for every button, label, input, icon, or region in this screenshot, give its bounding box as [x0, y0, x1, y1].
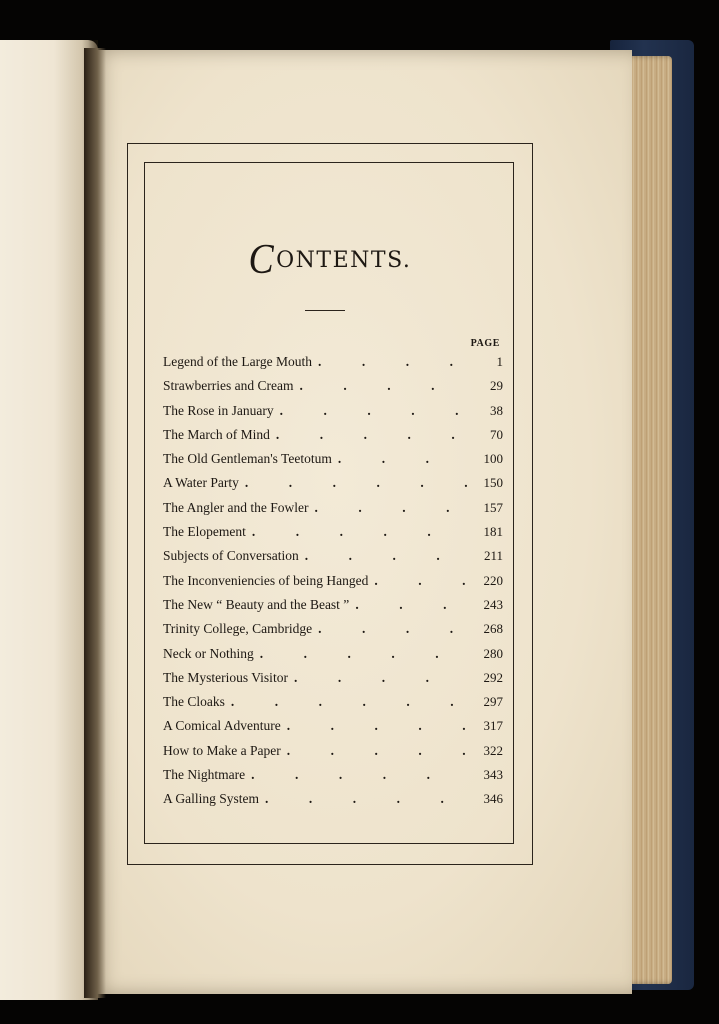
toc-entry-title: The Old Gentleman's Teetotum: [163, 451, 332, 467]
contents-heading-rest: ONTENTS.: [276, 248, 412, 273]
dot-leader: [305, 548, 467, 564]
toc-entry-page: 70: [490, 426, 503, 442]
toc-entry-page: 29: [490, 378, 503, 394]
dot-leader: [265, 791, 467, 807]
toc-entry: [163, 718, 503, 742]
dot-leader: [251, 767, 467, 783]
toc-entry: [163, 378, 503, 402]
toc-entry-title: The Rose in January: [163, 402, 274, 418]
dot-leader: [355, 597, 467, 613]
toc-entry-title: The Nightmare: [163, 767, 246, 783]
dot-leader: [260, 646, 467, 662]
toc-entry: [163, 767, 503, 791]
toc-entry-title: The Inconveniencies of being Hanged: [163, 572, 369, 588]
toc-entry-title: The New “ Beauty and the Beast ”: [163, 596, 350, 612]
toc-entry: [163, 500, 503, 524]
dot-leader: [318, 354, 467, 370]
dot-leader: [338, 451, 467, 467]
dot-leader: [294, 670, 467, 686]
toc-entry-page: 38: [490, 402, 503, 418]
toc-entry: [163, 548, 503, 572]
toc-entry-title: The Cloaks: [163, 694, 225, 710]
toc-entry: [163, 670, 503, 694]
toc-entry-page: 220: [483, 572, 503, 588]
toc-entry-page: 297: [483, 694, 503, 710]
toc-entry-title: The Angler and the Fowler: [163, 499, 309, 515]
toc-entry-title: The Elopement: [163, 524, 246, 540]
heading-rule: [305, 310, 345, 311]
toc-entry-title: Subjects of Conversation: [163, 548, 299, 564]
toc-entry-page: 346: [483, 791, 503, 807]
gutter-shadow: [84, 48, 106, 998]
toc-entry: [163, 451, 503, 475]
toc-entry-page: 211: [483, 548, 503, 564]
toc-entry: [163, 694, 503, 718]
toc-entry-page: 280: [483, 645, 503, 661]
dot-leader: [374, 573, 467, 589]
contents-heading: [144, 236, 514, 284]
toc-entry-title: Strawberries and Cream: [163, 378, 294, 394]
toc-entry-title: Legend of the Large Mouth: [163, 354, 312, 369]
toc-entry: [163, 597, 503, 621]
toc-entry-page: 1: [496, 354, 503, 369]
toc-entry-page: 100: [483, 451, 503, 467]
toc-entry-title: How to Make a Paper: [163, 742, 281, 758]
toc-entry: [163, 427, 503, 451]
toc-entry-title: The March of Mind: [163, 426, 270, 442]
toc-entry: [163, 646, 503, 670]
toc-entry-page: 268: [483, 621, 503, 637]
dot-leader: [231, 694, 467, 710]
toc-entry: [163, 524, 503, 548]
dot-leader: [287, 743, 467, 759]
dot-leader: [318, 621, 467, 637]
dot-leader: [276, 427, 467, 443]
table-of-contents: [163, 354, 503, 816]
toc-entry-page: 243: [483, 596, 503, 612]
toc-entry-page: 157: [483, 499, 503, 515]
toc-entry: [163, 475, 503, 499]
dot-leader: [280, 403, 467, 419]
toc-entry-title: A Galling System: [163, 791, 260, 807]
dot-leader: [252, 524, 467, 540]
toc-entry: [163, 791, 503, 815]
toc-entry-title: Neck or Nothing: [163, 645, 254, 661]
toc-entry-page: 317: [483, 718, 503, 734]
toc-entry-page: 292: [483, 669, 503, 685]
toc-entry-title: The Mysterious Visitor: [163, 669, 288, 685]
page-column-label: PAGE: [470, 338, 500, 349]
dot-leader: [287, 718, 467, 734]
toc-entry: [163, 354, 503, 378]
toc-entry-title: Trinity College, Cambridge: [163, 621, 313, 637]
toc-entry-page: 322: [483, 742, 503, 758]
toc-entry-page: 343: [483, 767, 503, 783]
dot-leader: [314, 500, 467, 516]
dot-leader: [299, 378, 467, 394]
toc-entry: [163, 743, 503, 767]
toc-entry-title: A Water Party: [163, 475, 239, 491]
ornate-initial: C: [248, 237, 275, 283]
toc-entry-page: 181: [483, 524, 503, 540]
toc-entry-page: 150: [483, 475, 503, 491]
toc-entry: [163, 403, 503, 427]
toc-entry: [163, 573, 503, 597]
toc-entry: [163, 621, 503, 645]
toc-entry-title: A Comical Adventure: [163, 718, 281, 734]
dot-leader: [245, 475, 467, 491]
